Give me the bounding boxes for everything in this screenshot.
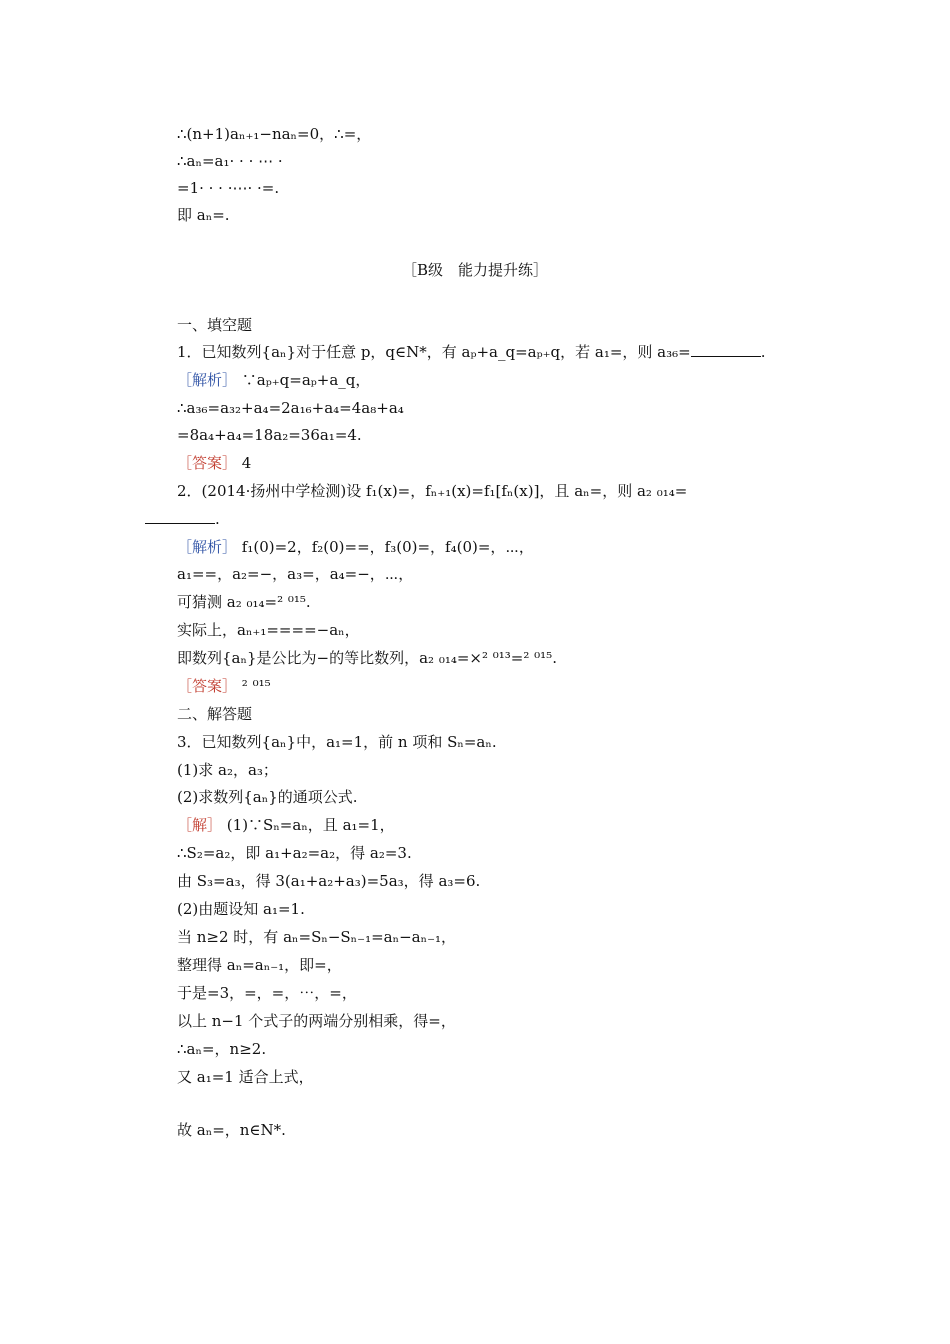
period: . xyxy=(760,343,766,361)
analysis-tag: ［解析］ xyxy=(177,538,238,556)
text-line: 故 aₙ=，n∈N*. xyxy=(177,1121,286,1139)
text-line: 即数列{aₙ}是公比为−的等比数列，a₂ ₀₁₄=×² ⁰¹³=² ⁰¹⁵. xyxy=(177,649,557,667)
section-title: 一、填空题 xyxy=(177,316,253,334)
question-3: 3．已知数列{aₙ}中，a₁=1，前 n 项和 Sₙ=aₙ. xyxy=(177,733,497,751)
text-line: 于是=3，=，=，⋯，=， xyxy=(177,984,357,1002)
text-line: ∴(n+1)aₙ₊₁−naₙ=0，∴=， xyxy=(177,125,372,143)
answer-text: ² ⁰¹⁵ xyxy=(241,677,271,695)
text-line: 可猜测 a₂ ₀₁₄=² ⁰¹⁵. xyxy=(177,593,311,611)
text-line: =8a₄+a₄=18a₂=36a₁=4. xyxy=(177,426,362,444)
question-text: 1．已知数列{aₙ}对于任意 p，q∈N*，有 aₚ+a_q=aₚ₊q，若 a₁=，则 a₃₆= xyxy=(177,343,691,361)
question-2-cont xyxy=(145,509,220,529)
solution-line xyxy=(177,815,395,835)
section-title: 二、解答题 xyxy=(177,705,253,723)
text-line: 以上 n−1 个式子的两端分别相乘，得=， xyxy=(177,1012,456,1030)
period: . xyxy=(215,510,220,528)
text-line: ∴aₙ=a₁· · · ⋯ · xyxy=(177,152,283,170)
solution-text: (1)∵Sₙ=aₙ，且 a₁=1， xyxy=(226,816,395,834)
analysis-text: f₁(0)=2，f₂(0)==，f₃(0)=，f₄(0)=，⋯， xyxy=(241,538,534,556)
answer-tag: ［答案］ xyxy=(177,677,238,695)
text-line: 整理得 aₙ=aₙ₋₁，即=， xyxy=(177,956,342,974)
answer-blank xyxy=(691,342,761,357)
text-line: (1)求 a₂，a₃； xyxy=(177,761,278,779)
analysis-line xyxy=(177,370,370,390)
analysis-tag: ［解析］ xyxy=(177,371,238,389)
answer-text: 4 xyxy=(241,454,252,472)
answer-blank xyxy=(145,509,215,524)
question-2: 2．(2014·扬州中学检测)设 f₁(x)=，fₙ₊₁(x)=f₁[fₙ(x)]，且 aₙ=，则 a₂ ₀₁₄= xyxy=(177,482,688,500)
text-line: =1· · · ·⋯· ·=. xyxy=(177,179,280,197)
answer-line xyxy=(177,453,251,473)
question-1 xyxy=(177,342,766,362)
answer-tag: ［答案］ xyxy=(177,454,238,472)
text-line: 当 n≥2 时，有 aₙ=Sₙ−Sₙ₋₁=aₙ−aₙ₋₁， xyxy=(177,928,457,946)
solution-tag: ［解］ xyxy=(177,816,223,834)
text-line: ∴a₃₆=a₃₂+a₄=2a₁₆+a₄=4a₈+a₄ xyxy=(177,399,404,417)
text-line: 实际上，aₙ₊₁====−aₙ， xyxy=(177,621,360,639)
text-line: 由 S₃=a₃，得 3(a₁+a₂+a₃)=5a₃，得 a₃=6. xyxy=(177,872,481,890)
text-line: 又 a₁=1 适合上式， xyxy=(177,1068,314,1086)
text-line: (2)求数列{aₙ}的通项公式. xyxy=(177,788,358,806)
text-line: ∴S₂=a₂，即 a₁+a₂=a₂，得 a₂=3. xyxy=(177,844,412,862)
answer-line xyxy=(177,676,271,696)
text-line: (2)由题设知 a₁=1. xyxy=(177,900,305,918)
analysis-line xyxy=(177,537,534,557)
section-heading: ［B级 能力提升练］ xyxy=(401,261,549,279)
text-line: 即 aₙ=. xyxy=(177,206,230,224)
analysis-text: ∵aₚ₊q=aₚ+a_q， xyxy=(241,371,371,389)
text-line: ∴aₙ=，n≥2. xyxy=(177,1040,267,1058)
text-line: a₁==，a₂=−，a₃=，a₄=−，⋯， xyxy=(177,565,414,583)
